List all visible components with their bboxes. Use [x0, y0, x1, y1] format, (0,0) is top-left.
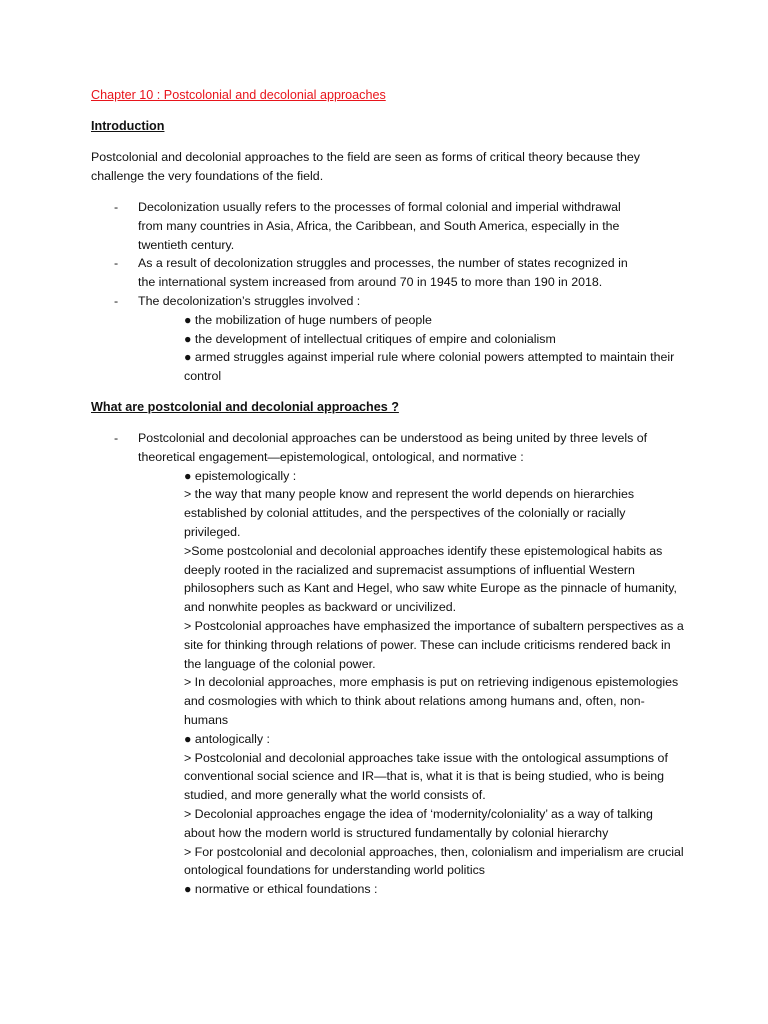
- what-are-heading: What are postcolonial and decolonial approaches ?: [91, 400, 399, 414]
- list-item: ● the development of intellectual critiques of empire and colonialism: [184, 331, 556, 346]
- dash-marker: -: [114, 431, 119, 445]
- list-item: [91, 292, 691, 311]
- list-item: [91, 254, 638, 292]
- list-item: > the way that many people know and represent the world depends on hierarchies established by colonial attitudes, and the perspectives of the colonially or racially privileged.: [184, 487, 635, 539]
- list-item: ● epistemologically :: [184, 468, 297, 483]
- list-item: >Some postcolonial and decolonial approaches identify these epistemological habits as deeply rooted in the racialized and supremacist assumptions of influential Western philosophers such as Kant and Hegel, who saw white Europe as the pinnacle of humanity, and nonwhite peoples as backward or uncivilized.: [184, 543, 677, 615]
- details-sublist: [91, 467, 691, 899]
- list-item: [91, 429, 678, 467]
- list-item: ● normative or ethical foundations :: [184, 882, 378, 897]
- list-item: > In decolonial approaches, more emphasis is put on retrieving indigenous epistemologies and cosmologies with which to think about relations among humans and, often, non-humans: [184, 675, 679, 727]
- list-item: ● antologically :: [184, 731, 271, 746]
- dash-marker: -: [114, 256, 119, 271]
- list-item: ● armed struggles against imperial rule where colonial powers attempted to maintain their control: [184, 350, 675, 384]
- dash-marker: -: [114, 293, 119, 308]
- bullet-text: As a result of decolonization struggles and processes, the number of states recognized in the international system increased from around 70 in 1945 to more than 190 in 2018.: [138, 256, 628, 290]
- intro-bullet-list: [91, 198, 691, 386]
- bullet-text: Decolonization usually refers to the processes of formal colonial and imperial withdrawal from many countries in Asia, Africa, the Caribbean, and South America, especially in the twentieth century.: [138, 200, 621, 252]
- struggles-sublist: [91, 311, 691, 386]
- list-item: > Postcolonial approaches have emphasized the importance of subaltern perspectives as a site for thinking through relations of power. These can include criticisms rendered back in the language of the colonial power.: [184, 618, 684, 671]
- list-item: > Decolonial approaches engage the idea of ‘modernity/coloniality’ as a way of talking about how the modern world is structured fundamentally by colonial hierarchy: [184, 806, 653, 840]
- list-item: [91, 198, 638, 254]
- list-item: > For postcolonial and decolonial approaches, then, colonialism and imperialism are crucial ontological foundations for understanding world politics: [184, 844, 684, 878]
- intro-paragraph: Postcolonial and decolonial approaches to the field are seen as forms of critical theory because they challenge the very foundations of the field.: [91, 150, 640, 183]
- bullet-text: Postcolonial and decolonial approaches can be understood as being united by three levels of theoretical engagement—epistemological, ontological, and normative :: [138, 431, 648, 464]
- list-item: > Postcolonial and decolonial approaches take issue with the ontological assumptions of conventional social science and IR—that is, what it is that is being studied, who is being studied, and more generally what the world consists of.: [184, 750, 668, 803]
- what-are-bullet-list: [91, 429, 691, 899]
- intro-heading: Introduction: [91, 119, 165, 133]
- bullet-text: The decolonization’s struggles involved :: [138, 293, 361, 308]
- dash-marker: -: [114, 200, 119, 214]
- chapter-title: Chapter 10 : Postcolonial and decolonial approaches: [91, 88, 386, 102]
- list-item: ● the mobilization of huge numbers of people: [184, 312, 432, 327]
